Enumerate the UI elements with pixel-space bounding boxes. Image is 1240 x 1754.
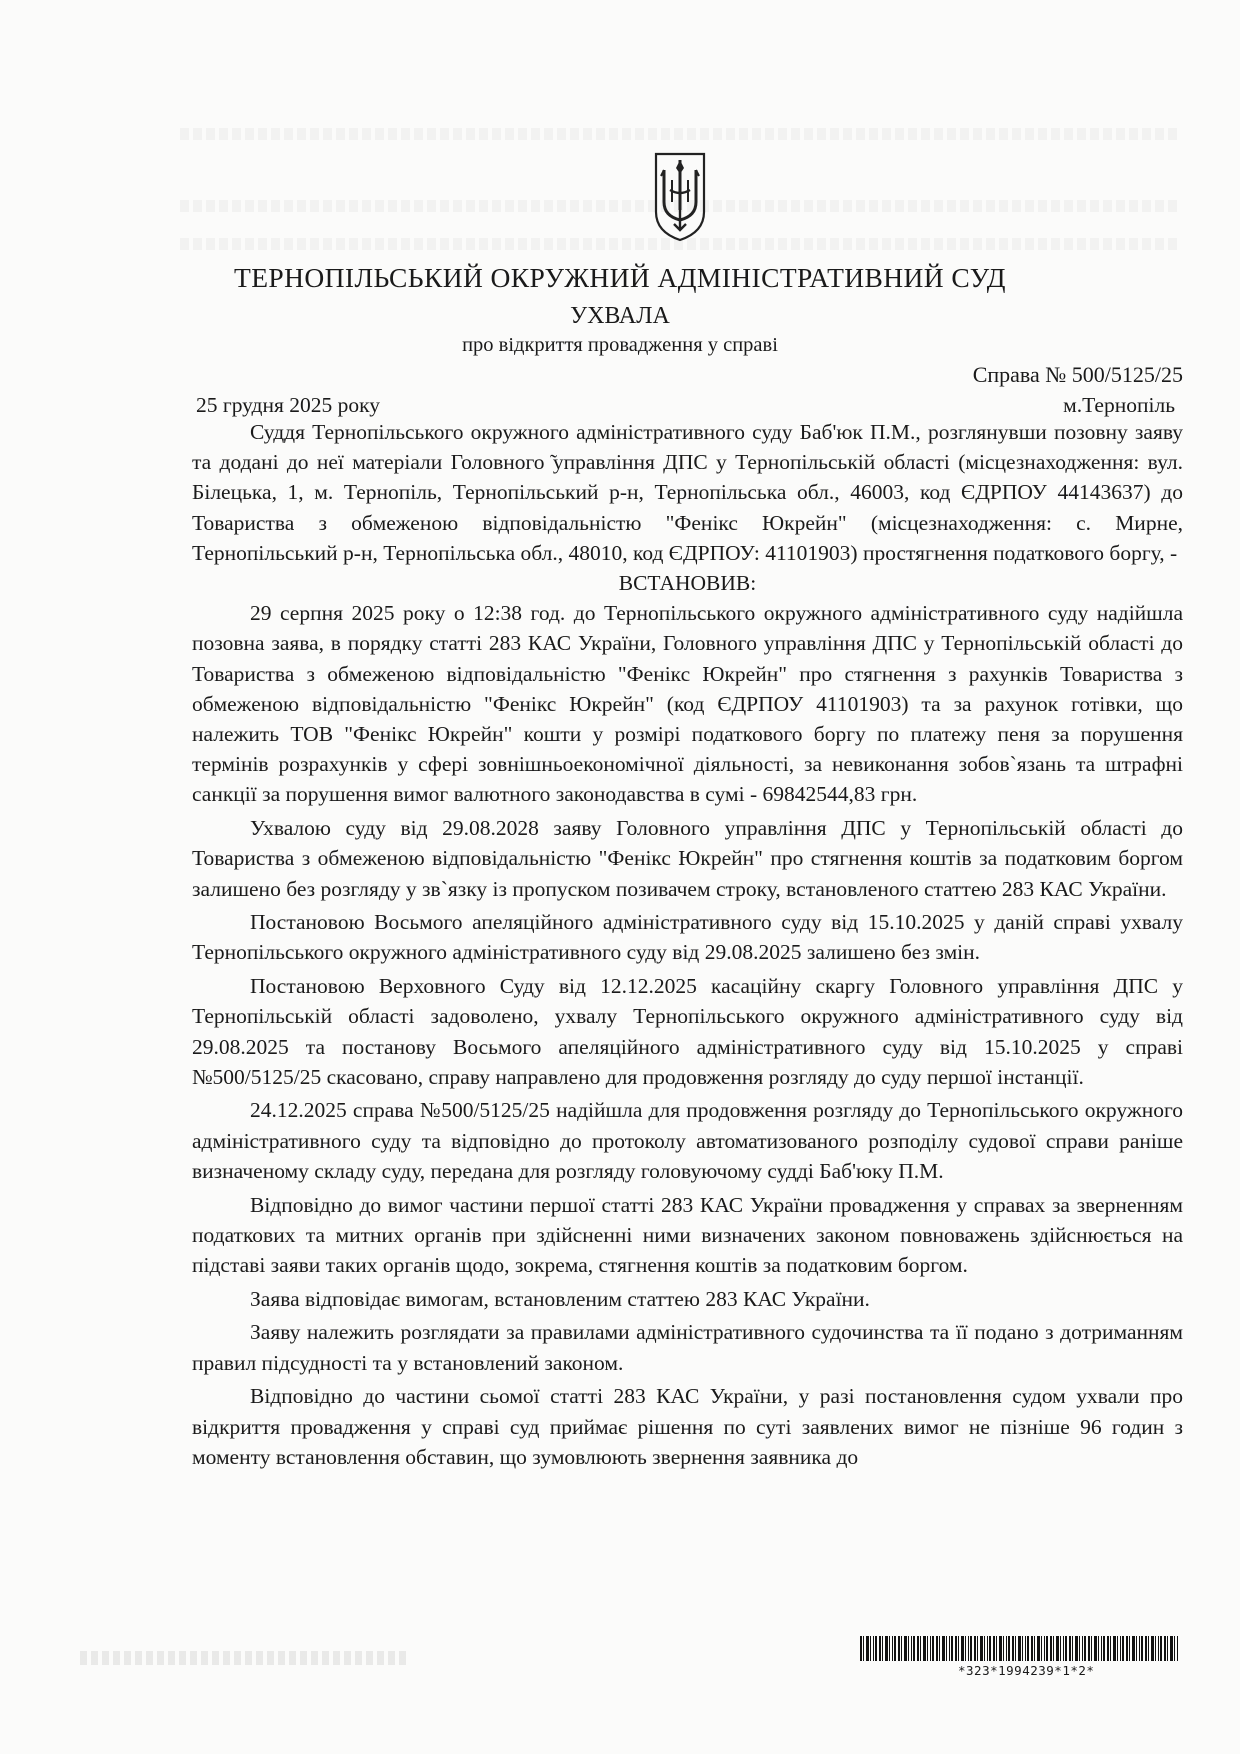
body-paragraph: Заяву належить розглядати за правилами адміністративного судочинства та її подано з дотриманням правил підсудності та у встановлений законом.: [192, 1320, 1183, 1375]
ruling-city: м.Тернопіль: [1063, 393, 1175, 417]
intro-paragraph: Суддя Тернопільського окружного адміністративного суду Баб'юк П.М., розглянувши позовну заяву та додані до неї матеріали Головного ̃управління ДПС у Тернопільській області (місцезнаходження: вул. Білецька, 1, м. Тернопіль, Тернопільський р-н, Тернопільська обл., 46003, код ЄДРПОУ 44143637) до Товариства з обмеженою відповідальністю "Фенікс Юкрейн" (місцезнаходження: с. Мирне, Тернопільський р-н, Тернопільська обл., 48010, код ЄДРПОУ: 41101903) простягнення податкового боргу, -: [192, 420, 1183, 565]
body-paragraph: Постановою Верховного Суду від 12.12.2025 касаційну скаргу Головного управління ДПС у Тернопільській області задоволено, ухвалу Тернопільського окружного адміністративного суду від 29.08.2025 та постанову Восьмого апеляційного адміністративного суду від 15.10.2025 у справі №500/5125/25 скасовано, справу направлено для продовження розгляду до суду першої інстанції.: [192, 974, 1183, 1089]
barcode-caption: *323*1994239*1*2*: [958, 1663, 1095, 1678]
document-type: УХВАЛА: [570, 303, 670, 329]
document-subject: про відкриття провадження у справі: [462, 334, 778, 356]
case-number: Справа № 500/5125/25: [972, 362, 1183, 387]
body-paragraph: 29 серпня 2025 року о 12:38 год. до Тернопільського окружного адміністративного суду надійшла позовна заява, в порядку статті 283 КАС України, Головного управління ДПС у Тернопільській області до Товариства з обмеженою відповідальністю "Фенікс Юкрейн" про стягнення з рахунків Товариства з обмеженою відповідальністю "Фенікс Юкрейн" (код ЄДРПОУ 41101903) та за рахунок готівки, що належить ТОВ "Фенікс Юкрейн" кошти у розмірі податкового боргу по платежу пеня за порушення термінів розрахунків у сфері зовнішньоекономічної діяльності, за невиконання зобов`язань та штрафні санкції за порушення вимог валютного законодавства в сумі - 69842544,83 грн.: [192, 601, 1183, 807]
body-paragraph: Ухвалою суду від 29.08.2028 заяву Головного управління ДПС у Тернопільській області до Товариства з обмеженою відповідальністю "Фенікс Юкрейн" про стягнення коштів за податковим боргом залишено без розгляду у зв`язку із пропуском позивачем строку, встановленого статтею 283 КАС України.: [192, 816, 1183, 901]
body-paragraph: Заява відповідає вимогам, встановленим статтею 283 КАС України.: [250, 1286, 870, 1311]
ruling-date: 25 грудня 2025 року: [196, 393, 381, 417]
bleed-through-line: [180, 128, 1180, 140]
bleed-through-line: [80, 1651, 410, 1665]
established-heading: ВСТАНОВИВ:: [618, 571, 757, 596]
body-paragraph: 24.12.2025 справа №500/5125/25 надійшла для продовження розгляду до Тернопільського окружного адміністративного суду та відповідно до протоколу автоматизованого розподілу судової справи раніше визначеному складу суду, передана для розгляду головуючому судді Баб'юку П.М.: [192, 1098, 1183, 1183]
barcode: [860, 1636, 1178, 1661]
trident-icon: [652, 150, 708, 244]
body-paragraph: Постановою Восьмого апеляційного адміністративного суду від 15.10.2025 у даній справі ухвалу Тернопільського окружного адміністративного суду від 29.08.2025 залишено без змін.: [192, 910, 1183, 965]
ruling-body: [192, 417, 1183, 1475]
court-name: ТЕРНОПІЛЬСЬКИЙ ОКРУЖНИЙ АДМІНІСТРАТИВНИЙ СУД: [234, 262, 1006, 293]
body-paragraph: Відповідно до вимог частини першої статті 283 КАС України провадження у справах за зверненням податкових та митних органів при здійсненні ними визначених законом повноважень здійснюється на підставі заяви таких органів щодо, зокрема, стягнення коштів за податковим боргом.: [192, 1192, 1183, 1277]
body-paragraph: Відповідно до частини сьомої статті 283 КАС України, у разі постановлення судом ухвали про відкриття провадження у справі суд приймає рішення по суті заявлених вимог не пізніше 96 годин з моменту встановлення обставин, що зумовлюють звернення заявника до: [192, 1384, 1183, 1469]
